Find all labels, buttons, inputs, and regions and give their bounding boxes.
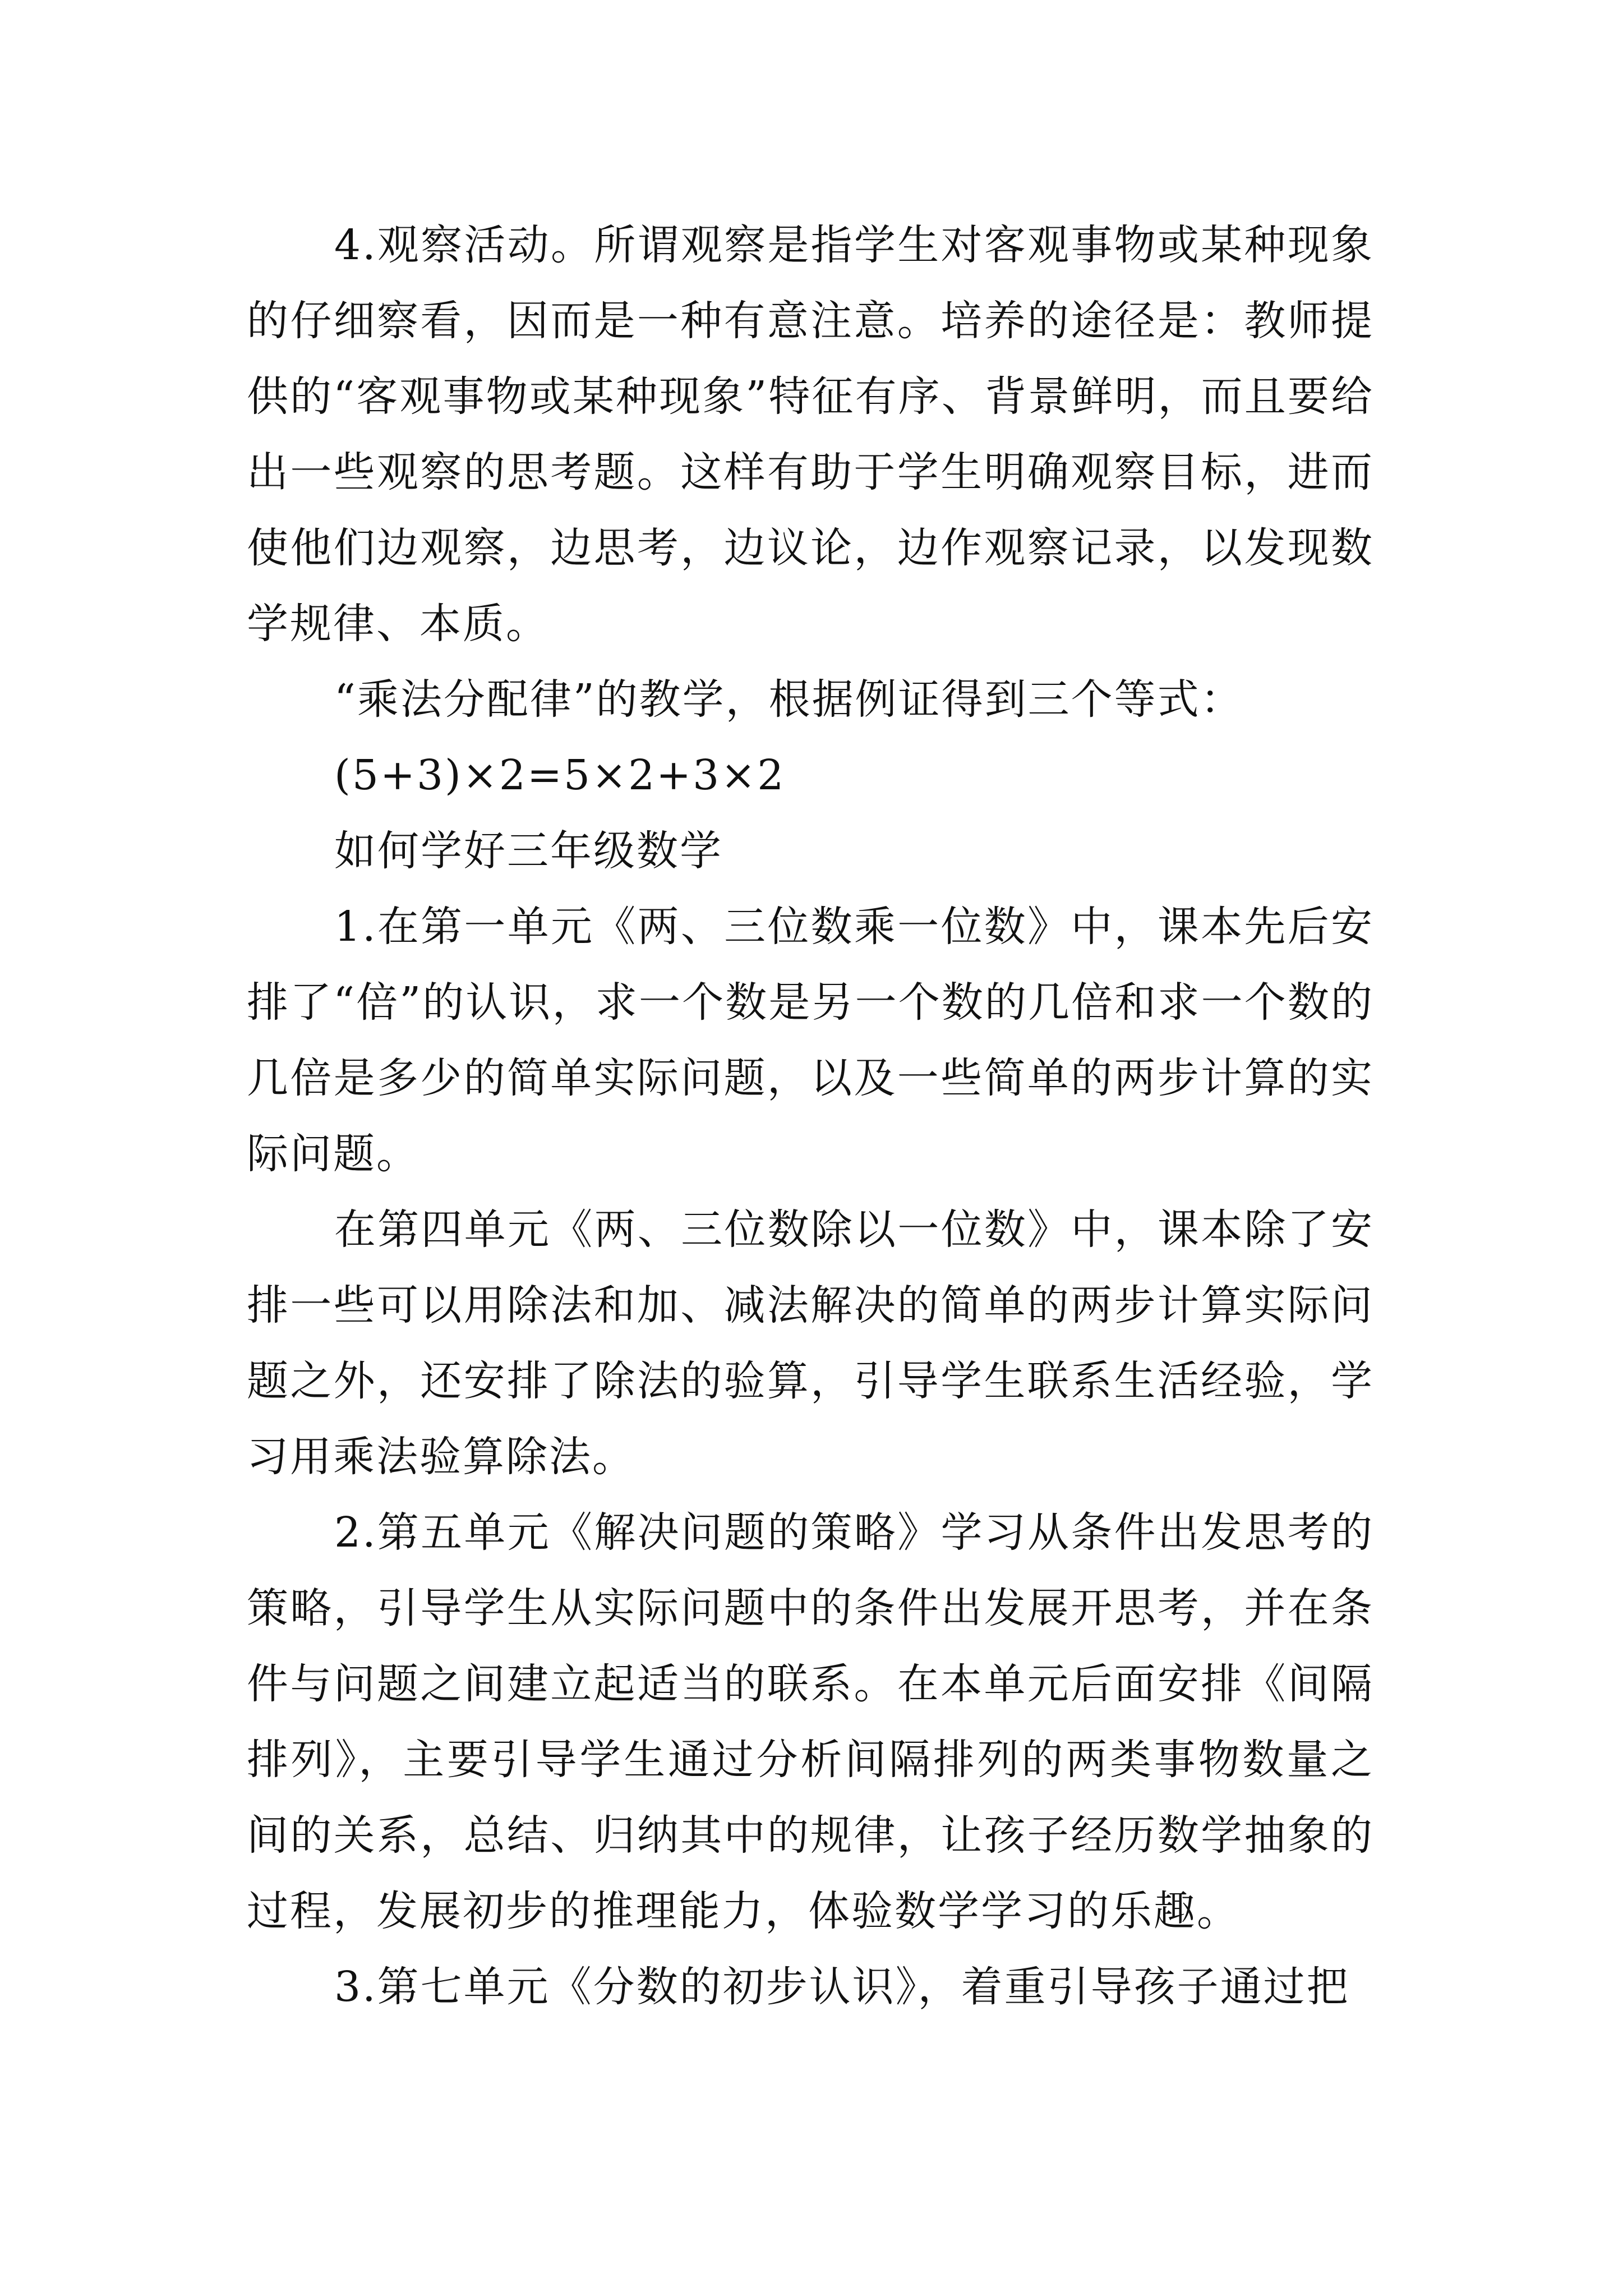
paragraph-unit-seven: 3.第七单元《分数的初步认识》，着重引导孩子通过把 xyxy=(334,1963,1350,2011)
document-body xyxy=(247,208,1374,2025)
paragraph-unit-five: 2.第五单元《解决问题的策略》学习从条件出发思考的策略，引导学生从实际问题中的条件出发展开思考，并在条件与问题之间建立起适当的联系。在本单元后面安排《间隔排列》，主要引导学生通过分析间隔排列的两类事物数量之间的关系，总结、归纳其中的规律，让孩子经历数学抽象的过程，发展初步的推理能力，体验数学学习的乐趣。 xyxy=(247,1508,1374,1935)
paragraph-observation-activity: 4.观察活动。所谓观察是指学生对客观事物或某种现象的仔细察看，因而是一种有意注意。培养的途径是：教师提供的“客观事物或某种现象”特征有序、背景鲜明，而且要给出一些观察的思考题。这样有助于学生明确观察目标，进而使他们边观察，边思考，边议论，边作观察记录，以发现数学规律、本质。 xyxy=(247,221,1374,648)
paragraph-formula: (5+3)×2=5×2+3×2 xyxy=(334,751,786,799)
paragraph-unit-four: 在第四单元《两、三位数除以一位数》中，课本除了安排一些可以用除法和加、减法解决的简单的两步计算实际问题之外，还安排了除法的验算，引导学生联系生活经验，学习用乘法验算除法。 xyxy=(247,1205,1374,1481)
paragraph-unit-one: 1.在第一单元《两、三位数乘一位数》中，课本先后安排了“倍”的认识，求一个数是另一个数的几倍和求一个数的几倍是多少的简单实际问题，以及一些简单的两步计算的实际问题。 xyxy=(247,903,1374,1178)
section-heading: 如何学好三年级数学 xyxy=(334,827,723,875)
paragraph-distributive-law-intro: “乘法分配律”的教学，根据例证得到三个等式： xyxy=(334,675,1244,724)
